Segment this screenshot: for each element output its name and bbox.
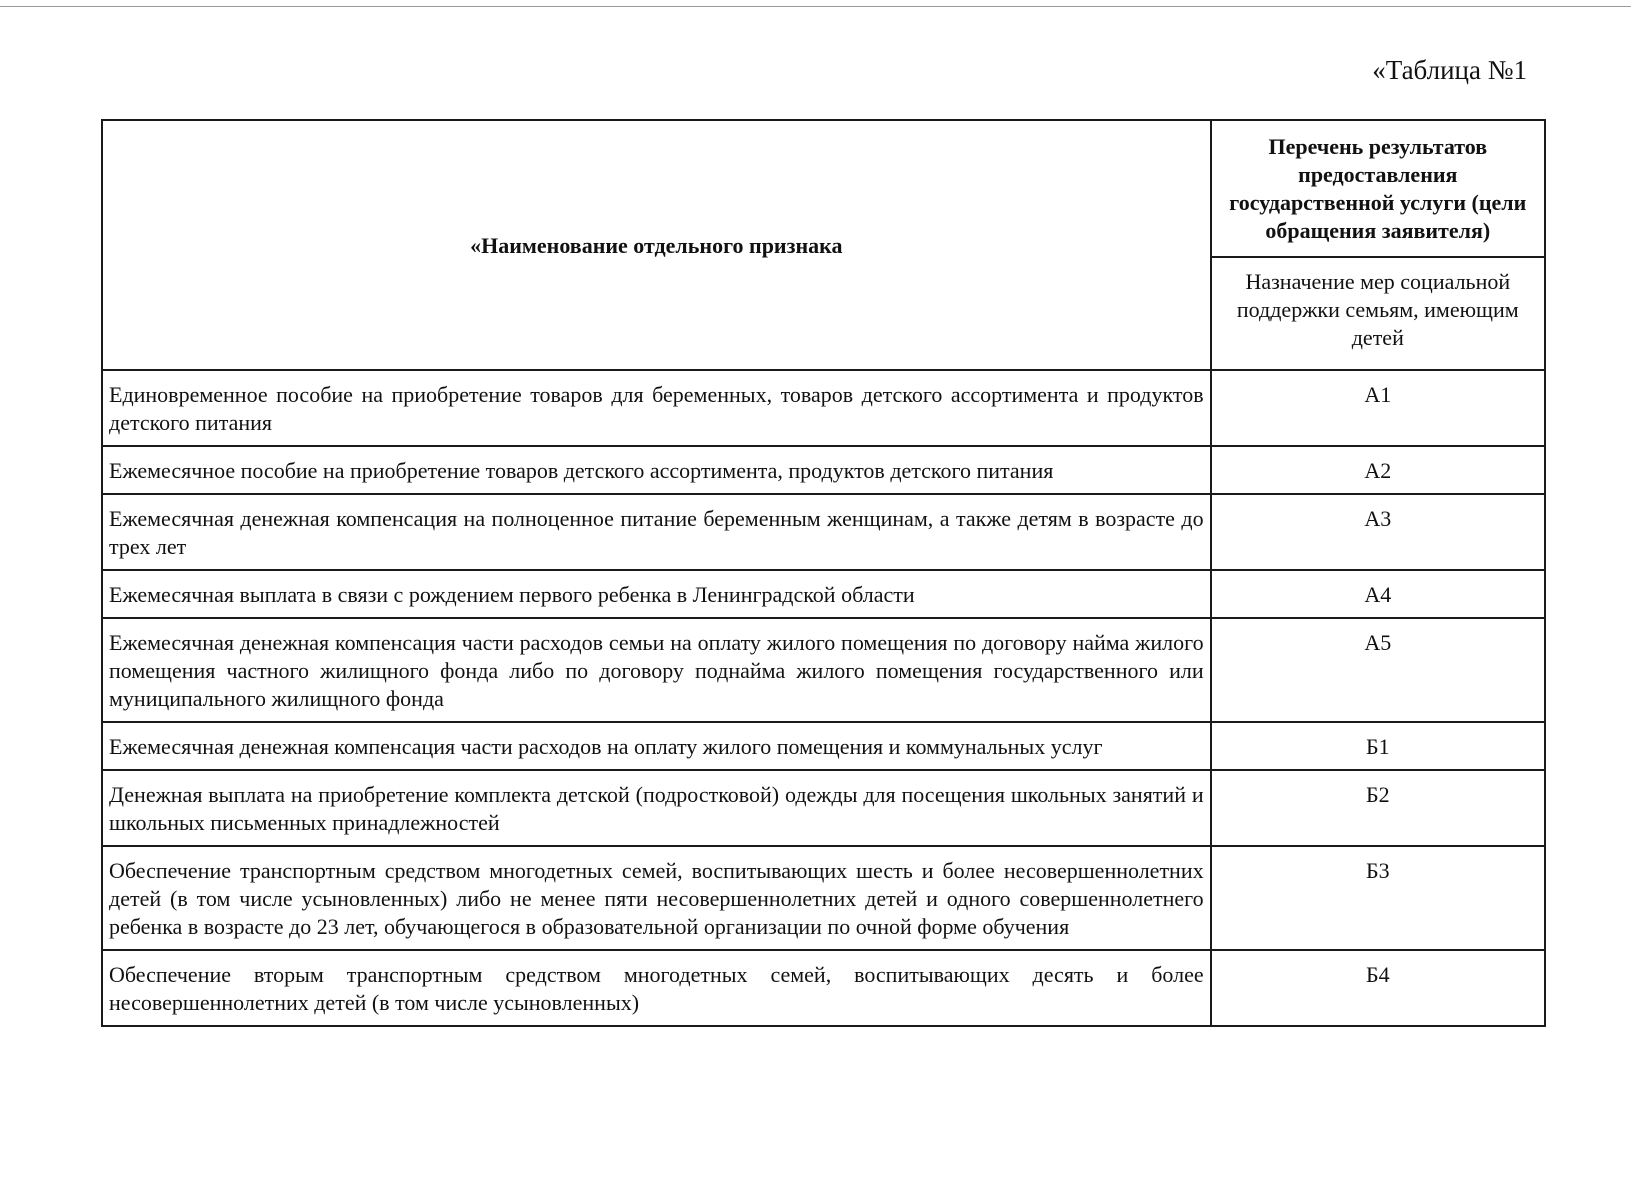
row-name-cell: Ежемесячная денежная компенсация части расходов семьи на оплату жилого помещения по договору найма жилого помещения частного жилищного фонда либо по договору поднайма жилого помещения государственного или муниципального жилищного фонда bbox=[102, 618, 1211, 722]
header-name-cell: «Наименование отдельного признака bbox=[102, 120, 1211, 370]
table-row bbox=[102, 618, 1545, 722]
table-row bbox=[102, 370, 1545, 446]
features-table bbox=[101, 119, 1546, 1027]
table-row bbox=[102, 846, 1545, 950]
row-name-cell: Единовременное пособие на приобретение товаров для беременных, товаров детского ассортимента и продуктов детского питания bbox=[102, 370, 1211, 446]
row-code-cell: Б2 bbox=[1211, 770, 1545, 846]
top-rule bbox=[0, 6, 1631, 7]
table-row bbox=[102, 770, 1545, 846]
row-name-cell: Денежная выплата на приобретение комплекта детской (подростковой) одежды для посещения школьных занятий и школьных письменных принадлежностей bbox=[102, 770, 1211, 846]
header-row bbox=[102, 120, 1545, 257]
row-name-cell: Ежемесячная выплата в связи с рождением первого ребенка в Ленинградской области bbox=[102, 570, 1211, 618]
row-name-cell: Ежемесячная денежная компенсация части расходов на оплату жилого помещения и коммунальных услуг bbox=[102, 722, 1211, 770]
row-code-cell: Б4 bbox=[1211, 950, 1545, 1026]
row-name-cell: Обеспечение транспортным средством многодетных семей, воспитывающих шесть и более несовершеннолетних детей (в том числе усыновленных) либо не менее пяти несовершеннолетних детей и одного совершеннолетнего ребенка в возрасте до 23 лет, обучающегося в образовательной организации по очной форме обучения bbox=[102, 846, 1211, 950]
row-code-cell: А3 bbox=[1211, 494, 1545, 570]
table-row bbox=[102, 722, 1545, 770]
table-row bbox=[102, 950, 1545, 1026]
header-subtitle-cell: Назначение мер социальной поддержки семьям, имеющим детей bbox=[1211, 257, 1545, 370]
table-row bbox=[102, 494, 1545, 570]
table-row bbox=[102, 446, 1545, 494]
row-code-cell: Б1 bbox=[1211, 722, 1545, 770]
row-code-cell: Б3 bbox=[1211, 846, 1545, 950]
table-caption: «Таблица №1 bbox=[1372, 55, 1527, 85]
table-row bbox=[102, 570, 1545, 618]
row-code-cell: А2 bbox=[1211, 446, 1545, 494]
row-name-cell: Ежемесячное пособие на приобретение товаров детского ассортимента, продуктов детского питания bbox=[102, 446, 1211, 494]
header-list-cell: Перечень результатов предоставления государственной услуги (цели обращения заявителя) bbox=[1211, 120, 1545, 257]
row-code-cell: А4 bbox=[1211, 570, 1545, 618]
row-code-cell: А5 bbox=[1211, 618, 1545, 722]
row-name-cell: Ежемесячная денежная компенсация на полноценное питание беременным женщинам, а также детям в возрасте до трех лет bbox=[102, 494, 1211, 570]
row-code-cell: А1 bbox=[1211, 370, 1545, 446]
row-name-cell: Обеспечение вторым транспортным средством многодетных семей, воспитывающих десять и более несовершеннолетних детей (в том числе усыновленных) bbox=[102, 950, 1211, 1026]
